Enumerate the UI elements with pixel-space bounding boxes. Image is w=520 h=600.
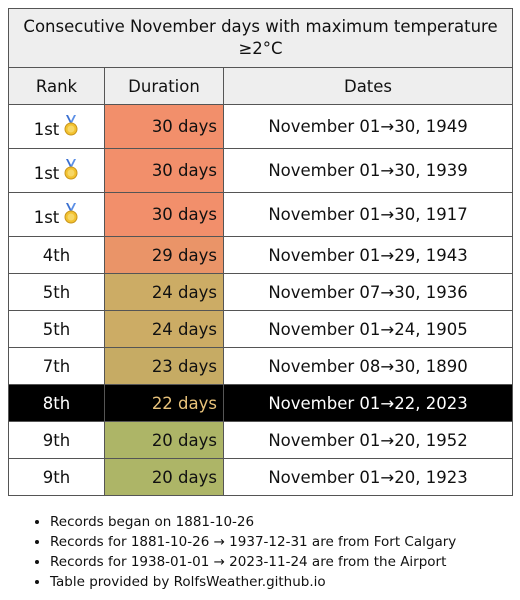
dates-cell: November 01→30, 1917	[224, 193, 513, 237]
rank-label: 4th	[42, 245, 71, 265]
rank-label: 5th	[42, 319, 71, 339]
duration-cell: 30 days	[105, 105, 224, 149]
duration-cell: 24 days	[105, 311, 224, 348]
gold-medal-icon	[63, 115, 79, 137]
dates-cell: November 01→20, 1923	[224, 459, 513, 496]
table-body	[9, 105, 513, 496]
duration-cell: 23 days	[105, 348, 224, 385]
gold-medal-icon	[63, 159, 79, 181]
table-row	[9, 348, 513, 385]
rank-label: 8th	[42, 393, 71, 413]
rank-label: 9th	[42, 467, 71, 487]
rank-label: 7th	[42, 356, 71, 376]
header-duration: Duration	[105, 68, 224, 105]
note-item: • Records began on 1881-10-26	[50, 512, 456, 532]
duration-cell: 22 days	[105, 385, 224, 422]
dates-cell: November 07→30, 1936	[224, 274, 513, 311]
rank-cell	[9, 193, 105, 237]
records-table	[8, 8, 513, 496]
table-row	[9, 237, 513, 274]
rank-cell	[9, 348, 105, 385]
header-row	[9, 68, 513, 105]
table-row	[9, 385, 513, 422]
rank-cell	[9, 274, 105, 311]
table-row	[9, 193, 513, 237]
rank-cell	[9, 149, 105, 193]
header-dates: Dates	[224, 68, 513, 105]
dates-cell: November 01→20, 1952	[224, 422, 513, 459]
table-row	[9, 459, 513, 496]
rank-cell	[9, 459, 105, 496]
gold-medal-icon	[63, 203, 79, 225]
table-row	[9, 105, 513, 149]
rank-cell	[9, 105, 105, 149]
dates-cell: November 08→30, 1890	[224, 348, 513, 385]
rank-label: 5th	[42, 282, 71, 302]
dates-cell: November 01→30, 1939	[224, 149, 513, 193]
records-table-card	[8, 8, 512, 496]
note-item: • Table provided by RolfsWeather.github.io	[50, 572, 456, 592]
dates-cell: November 01→24, 1905	[224, 311, 513, 348]
header-rank: Rank	[9, 68, 105, 105]
rank-label: 1st	[33, 119, 60, 139]
table-row	[9, 149, 513, 193]
dates-cell: November 01→29, 1943	[224, 237, 513, 274]
note-item: • Records for 1938-01-01 → 2023-11-24 are from the Airport	[50, 552, 456, 572]
rank-cell	[9, 385, 105, 422]
rank-cell	[9, 237, 105, 274]
rank-label: 1st	[33, 207, 60, 227]
dates-cell: November 01→22, 2023	[224, 385, 513, 422]
table-row	[9, 311, 513, 348]
rank-cell	[9, 422, 105, 459]
dates-cell: November 01→30, 1949	[224, 105, 513, 149]
rank-label: 9th	[42, 430, 71, 450]
duration-cell: 30 days	[105, 193, 224, 237]
note-item: • Records for 1881-10-26 → 1937-12-31 are from Fort Calgary	[50, 532, 456, 552]
table-title: Consecutive November days with maximum temperature ≥2°C	[9, 9, 513, 68]
notes-list	[34, 512, 456, 592]
duration-cell: 29 days	[105, 237, 224, 274]
duration-cell: 20 days	[105, 422, 224, 459]
table-row	[9, 274, 513, 311]
rank-label: 1st	[33, 163, 60, 183]
rank-cell	[9, 311, 105, 348]
duration-cell: 24 days	[105, 274, 224, 311]
duration-cell: 30 days	[105, 149, 224, 193]
table-row	[9, 422, 513, 459]
duration-cell: 20 days	[105, 459, 224, 496]
